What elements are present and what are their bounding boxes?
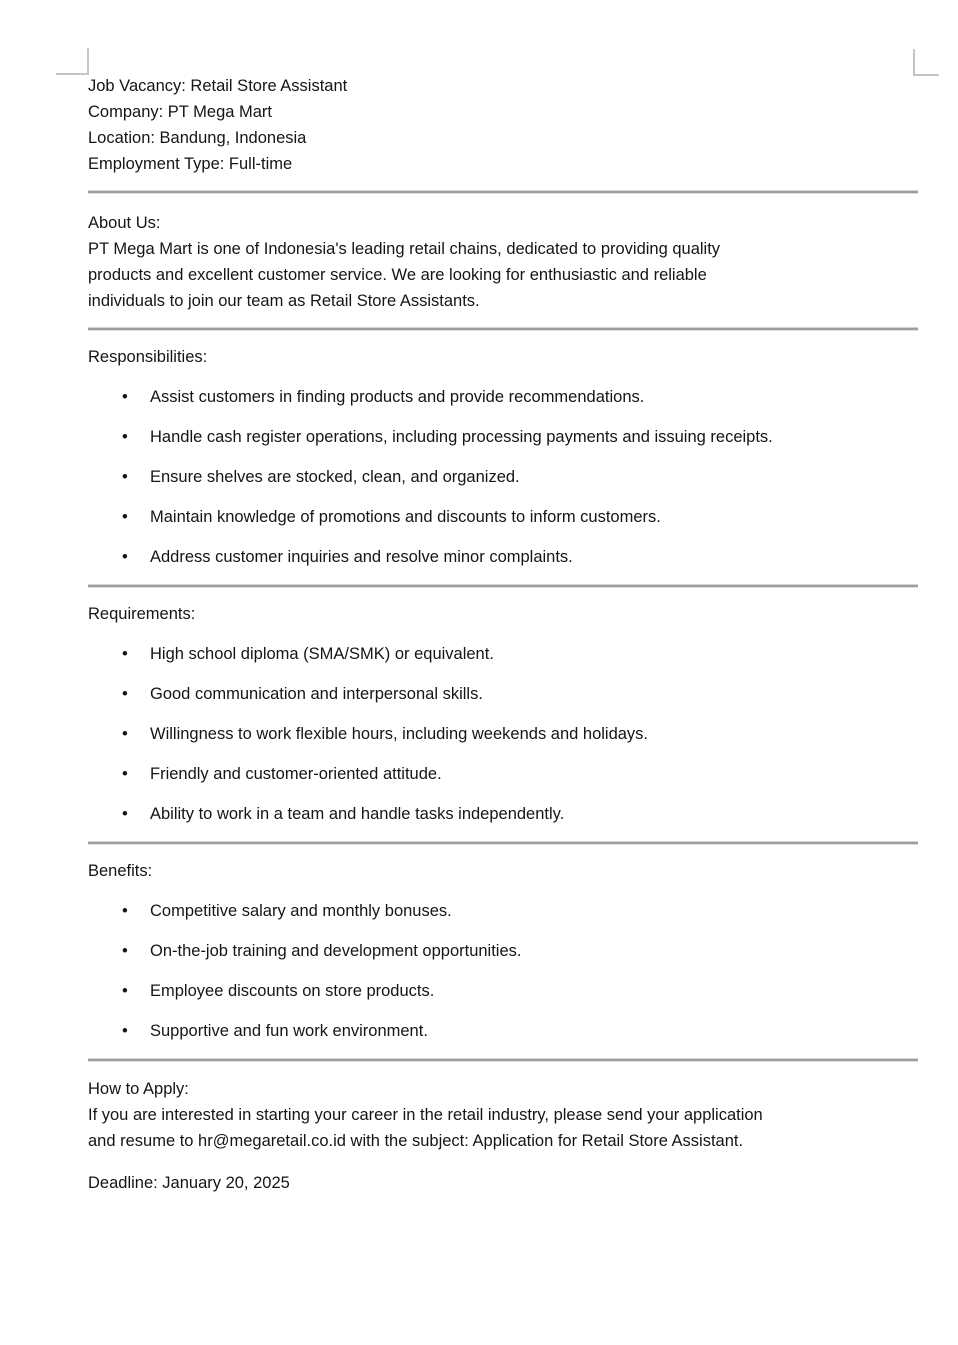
requirements-heading: Requirements: — [88, 605, 196, 623]
page-margin-mark-top-left — [56, 48, 89, 75]
list-item: • Maintain knowledge of promotions and discounts to inform customers. — [150, 504, 918, 530]
section-divider — [88, 190, 918, 194]
list-item: • Ensure shelves are stocked, clean, and organized. — [150, 464, 918, 490]
page-margin-mark-top-right — [913, 49, 939, 76]
job-meta — [88, 99, 918, 177]
how-to-apply-heading: How to Apply: — [88, 1080, 189, 1098]
list-item: • Address customer inquiries and resolve minor complaints. — [150, 544, 918, 570]
responsibilities-list — [88, 384, 918, 570]
list-item: • Supportive and fun work environment. — [150, 1018, 918, 1044]
list-item: • Good communication and interpersonal skills. — [150, 681, 918, 707]
list-item: • High school diploma (SMA/SMK) or equivalent. — [150, 641, 918, 667]
section-how-to-apply — [88, 1076, 918, 1196]
about-text-line: PT Mega Mart is one of Indonesia's leading retail chains, dedicated to providing quality — [88, 240, 721, 258]
section-about — [88, 210, 918, 314]
section-requirements — [88, 601, 918, 827]
how-to-apply-text — [88, 1102, 918, 1154]
document-body — [88, 73, 918, 1196]
list-item: • On-the-job training and development opportunities. — [150, 938, 918, 964]
employment-type-line: Employment Type: Full-time — [88, 155, 293, 173]
location-line: Location: Bandung, Indonesia — [88, 129, 307, 147]
section-benefits — [88, 858, 918, 1044]
list-item: • Ability to work in a team and handle tasks independently. — [150, 801, 918, 827]
list-item: • Employee discounts on store products. — [150, 978, 918, 1004]
benefits-list — [88, 898, 918, 1044]
list-item: • Friendly and customer-oriented attitude. — [150, 761, 918, 787]
apply-text-line: If you are interested in starting your career in the retail industry, please send your application — [88, 1106, 763, 1124]
apply-text-line: and resume to hr@megaretail.co.id with the subject: Application for Retail Store Assistant. — [88, 1132, 744, 1150]
section-divider — [88, 1058, 918, 1062]
list-item: • Willingness to work flexible hours, including weekends and holidays. — [150, 721, 918, 747]
section-responsibilities — [88, 344, 918, 570]
company-line: Company: PT Mega Mart — [88, 103, 273, 121]
list-item: • Assist customers in finding products and provide recommendations. — [150, 384, 918, 410]
section-divider — [88, 841, 918, 845]
about-text-line: products and excellent customer service. We are looking for enthusiastic and reliable — [88, 266, 707, 284]
job-title: Job Vacancy: Retail Store Assistant — [88, 77, 348, 95]
about-text-line: individuals to join our team as Retail Store Assistants. — [88, 292, 480, 310]
requirements-list — [88, 641, 918, 827]
about-heading: About Us: — [88, 214, 161, 232]
responsibilities-heading: Responsibilities: — [88, 348, 208, 366]
list-item: • Competitive salary and monthly bonuses. — [150, 898, 918, 924]
section-divider — [88, 584, 918, 588]
section-divider — [88, 327, 918, 331]
deadline-line: Deadline: January 20, 2025 — [88, 1174, 290, 1192]
list-item: • Handle cash register operations, including processing payments and issuing receipts. — [150, 424, 918, 450]
benefits-heading: Benefits: — [88, 862, 153, 880]
